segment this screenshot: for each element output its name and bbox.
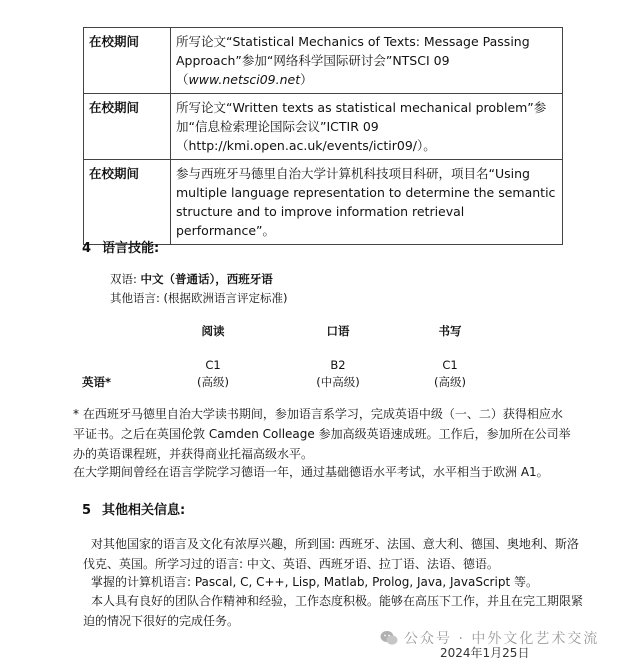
website-link[interactable]: www.netsci09.net	[188, 72, 301, 87]
row-text	[171, 28, 563, 94]
computer-languages-paragraph: 掌握的计算机语言: Pascal, C, C++, Lisp, Matlab, Prolog, Java, JavaScript 等。	[91, 575, 538, 589]
skill-level-writing: C1	[442, 358, 458, 372]
study-activities-table	[83, 27, 563, 245]
section-heading-language	[82, 237, 159, 256]
table-row	[84, 94, 563, 160]
skill-level-speaking: B2	[330, 358, 346, 372]
row-label: 在校期间	[84, 94, 171, 160]
skill-header-speaking: 口语	[326, 324, 350, 338]
interests-paragraph: 对其他国家的语言及文化有浓厚兴趣，所到国: 西班牙、法国、意大利、德国、奥地利、斯洛伐克、英国。所学习过的语言: 中文、英语、西班牙语、拉丁语、法语、德语。	[83, 537, 579, 571]
table-row	[84, 28, 563, 94]
skill-desc-writing: (高级)	[434, 375, 466, 389]
bilingual-line	[110, 271, 273, 287]
skill-desc-reading: (高级)	[197, 375, 229, 389]
skill-header-reading: 阅读	[201, 324, 225, 338]
section-title: 语言技能:	[102, 241, 160, 256]
row-text-main: 所写论文“Statistical Mechanics of Texts: Message Passing Approach”参加“网络科学国际研讨会”NTSCI 09（	[176, 34, 530, 87]
language-english: 英语*	[82, 375, 112, 389]
skill-level-reading: C1	[205, 358, 221, 372]
row-label: 在校期间	[84, 160, 171, 245]
section-number: 5	[82, 503, 92, 518]
german-note-paragraph: 在大学期间曾经在语言学院学习德语一年，通过基础德语水平考试，水平相当于欧洲 A1。	[73, 465, 549, 479]
skill-header-writing: 书写	[438, 324, 462, 338]
other-languages-line: 其他语言: (根据欧洲语言评定标准)	[110, 291, 288, 305]
bilingual-value: 中文（普通话），西班牙语	[140, 272, 273, 286]
table-row	[84, 160, 563, 245]
wechat-icon	[380, 630, 398, 646]
watermark-text: 公众号 · 中外文化艺术交流	[404, 631, 600, 647]
row-text: 所写论文“Written texts as statistical mechanical problem”参加“信息检索理论国际会议”ICTIR 09 （http://kmi.open.ac.uk/events/ictir09/）。	[171, 94, 563, 160]
section-number: 4	[82, 241, 92, 256]
row-text: 参与西班牙马德里自治大学计算机科技项目科研，项目名“Using multiple language representation to determine the semantic structure and to improve information retrieval performance”。	[171, 160, 563, 245]
publish-date: 2024年1月25日	[440, 646, 530, 660]
section-title: 其他相关信息:	[102, 503, 186, 518]
english-note-paragraph: * 在西班牙马德里自治大学读书期间，参加语言系学习，完成英语中级（一、二）获得相应水平证书。之后在英国伦敦 Camden Colleage 参加高级英语速成班。工作后，参加所在公司举办的英语课程班，并获得商业托福高级水平。	[73, 407, 571, 461]
row-text-end: ）	[300, 72, 313, 87]
teamwork-paragraph: 本人具有良好的团队合作精神和经验，工作态度积极。能够在高压下工作，并且在完工期限紧迫的情况下很好的完成任务。	[83, 594, 584, 628]
skill-desc-speaking: (中高级)	[316, 375, 360, 389]
row-label: 在校期间	[84, 28, 171, 94]
bilingual-label: 双语:	[110, 272, 141, 286]
section-heading-other	[82, 499, 185, 518]
